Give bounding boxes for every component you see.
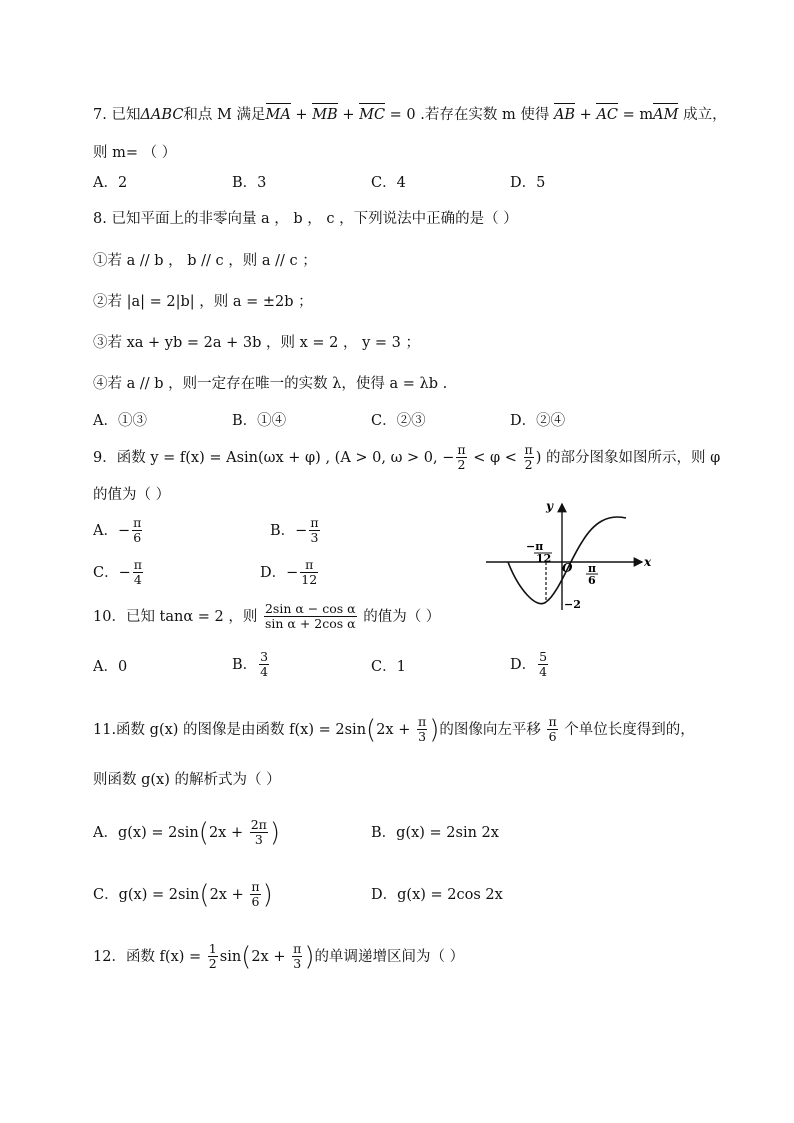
q12-stem: 12．函数 f(x) = $\frac{1}{2}$ sin(2x + $\frac{\pi}{3}$ )的单调递增区间为（ ） bbox=[93, 941, 465, 972]
q8-statement-4: ④若 a // b ，则一定存在唯一的实数 λ，使得 a = λb . bbox=[93, 376, 448, 392]
q7-stem-line2: 则 m= （ ） bbox=[93, 145, 177, 161]
q10-option-a: A．0 bbox=[93, 659, 128, 675]
q11-option-a: A．g(x) = 2sin(2x + $\frac{2\pi}{3}$ ) bbox=[93, 817, 281, 848]
q10-option-d: D． $\frac{5}{4}$ bbox=[510, 649, 548, 680]
q9-option-a: A．− $\frac{\pi}{6}$ bbox=[93, 515, 142, 546]
tick-minus2: −2 bbox=[564, 598, 581, 611]
q9-stem: 9．函数 y = f(x) = Asin(ωx + φ) , (A > 0, ω > 0, − $\frac{\pi}{2}$ < φ < $\frac{\pi}{2}$ ) 的部分图象如图所示，则 φ bbox=[93, 442, 721, 473]
q7-option-a: A．2 bbox=[93, 175, 128, 191]
q8-statement-1: ①若 a // b ， b // c ，则 a // c ； bbox=[93, 253, 317, 269]
q9-option-c: C．− $\frac{\pi}{4}$ bbox=[93, 557, 142, 588]
q11-option-b: B．g(x) = 2sin 2x bbox=[371, 825, 499, 841]
q11-stem-line2: 则函数 g(x) 的解析式为（ ） bbox=[93, 772, 281, 788]
q7-stem: 7. 已知ΔABC和点 M 满足MA + MB + MC = 0 .若存在实数 m 使得 AB + AC = mAM 成立， bbox=[93, 107, 727, 123]
tick-pi6-den: 6 bbox=[588, 574, 596, 587]
q10-stem: 10．已知 tanα = 2 ，则 $\frac{\text{2sin α − cos α}}{\text{sin α + 2cos α}}$ 的值为（ ） bbox=[93, 601, 441, 632]
q11-option-d: D．g(x) = 2cos 2x bbox=[371, 887, 503, 903]
q8-option-c: C．②③ bbox=[371, 413, 426, 429]
tick-neg-pi12-den: 12 bbox=[536, 552, 552, 565]
q10-option-c: C．1 bbox=[371, 659, 406, 675]
x-label: x bbox=[644, 555, 652, 569]
q8-option-a: A．①③ bbox=[93, 413, 147, 429]
q8-statement-3: ③若 xa + yb = 2a + 3b ，则 x = 2 ， y = 3 ； bbox=[93, 335, 420, 351]
q8-stem: 8. 已知平面上的非零向量 a ， b ， c ，下列说法中正确的是（ ） bbox=[93, 211, 518, 227]
q11-option-c: C．g(x) = 2sin(2x + $\frac{\pi}{6}$ ) bbox=[93, 879, 273, 910]
q9-stem-line2: 的值为（ ） bbox=[93, 487, 171, 503]
q7-option-c: C．4 bbox=[371, 175, 406, 191]
q10-option-b: B． $\frac{3}{4}$ bbox=[232, 649, 269, 680]
y-label: y bbox=[546, 499, 553, 513]
tick-neg-pi12-num: −π bbox=[526, 540, 544, 553]
q9-option-b: B．− $\frac{\pi}{3}$ bbox=[270, 515, 319, 546]
q9-option-d: D．− $\frac{\pi}{12}$ bbox=[260, 557, 318, 588]
q8-statement-2: ②若 |a| = 2|b| ，则 a = ±2b ； bbox=[93, 294, 313, 310]
q7-option-d: D．5 bbox=[510, 175, 546, 191]
origin-label: O bbox=[562, 561, 573, 575]
q8-option-b: B．①④ bbox=[232, 413, 287, 429]
q8-option-d: D．②④ bbox=[510, 413, 566, 429]
tick-pi6-num: π bbox=[588, 562, 597, 575]
q7-option-b: B．3 bbox=[232, 175, 267, 191]
q11-stem: 11.函数 g(x) 的图像是由函数 f(x) = 2sin(2x + $\frac{\pi}{3}$ )的图像向左平移 $\frac{\pi}{6}$ 个单位长度得到的， bbox=[93, 714, 695, 745]
q9-sine-graph bbox=[484, 498, 654, 616]
